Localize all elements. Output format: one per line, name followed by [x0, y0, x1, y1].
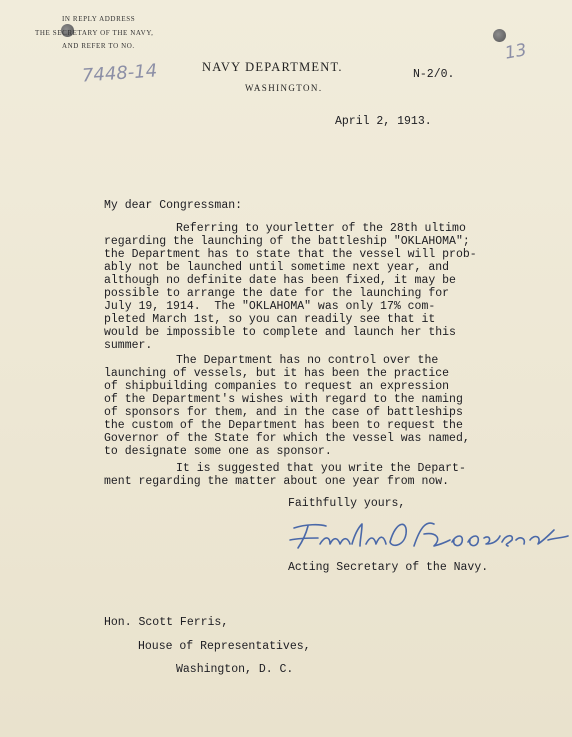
body-line: Governor of the State for which the vessel was named, [104, 432, 470, 445]
recipient-office: House of Representatives, [138, 640, 311, 653]
body-line: summer. [104, 339, 153, 352]
body-line: of sponsors for them, and in the case of battleships [104, 406, 463, 419]
body-line: The Department has no control over the [176, 354, 439, 367]
body-line: Referring to yourletter of the 28th ultimo [176, 222, 466, 235]
pencil-mark: 13 [503, 40, 529, 64]
body-line: ment regarding the matter about one year from now. [104, 475, 450, 488]
body-line: ably not be launched until sometime next year, and [104, 261, 450, 274]
closing: Faithfully yours, [288, 497, 406, 510]
punch-hole-right [493, 29, 506, 42]
file-reference: N-2/0. [413, 68, 455, 81]
body-line: July 19, 1914. The "OKLAHOMA" was only 17% com- [104, 300, 436, 313]
salutation: My dear Congressman: [104, 199, 243, 212]
body-line: possible to arrange the date for the launching for [104, 287, 450, 300]
body-line: launching of vessels, but it has been the practice [104, 367, 450, 380]
body-line: the custom of the Department has been to request the [104, 419, 463, 432]
body-line: to designate some one as sponsor. [104, 445, 332, 458]
body-line: although no definite date has been fixed, it may be [104, 274, 456, 287]
department-name: NAVY DEPARTMENT. [202, 60, 343, 74]
body-line: would be impossible to complete and launch her this [104, 326, 456, 339]
letter-date: April 2, 1913. [335, 115, 432, 128]
body-line: regarding the launching of the battleship "OKLAHOMA"; [104, 235, 470, 248]
recipient-city: Washington, D. C. [176, 663, 294, 676]
recipient-name: Hon. Scott Ferris, [104, 616, 229, 629]
department-city: WASHINGTON. [245, 83, 323, 93]
pencil-file-number: 7448-14 [81, 60, 158, 87]
body-line: the Department has to state that the vessel will prob- [104, 248, 477, 261]
reply-address-line-2: THE SECRETARY OF THE NAVY, [35, 29, 154, 37]
body-line: of shipbuilding companies to request an expression [104, 380, 450, 393]
signature-strokes [290, 523, 568, 548]
reply-address-line-1: IN REPLY ADDRESS [62, 15, 136, 23]
body-line: of the Department's wishes with regard to the naming [104, 393, 463, 406]
handwritten-signature [286, 516, 572, 556]
body-line: pleted March 1st, so you can readily see that it [104, 313, 436, 326]
body-line: It is suggested that you write the Depart- [176, 462, 466, 475]
reply-address-line-3: AND REFER TO NO. [62, 42, 135, 50]
signatory-title: Acting Secretary of the Navy. [288, 561, 489, 574]
